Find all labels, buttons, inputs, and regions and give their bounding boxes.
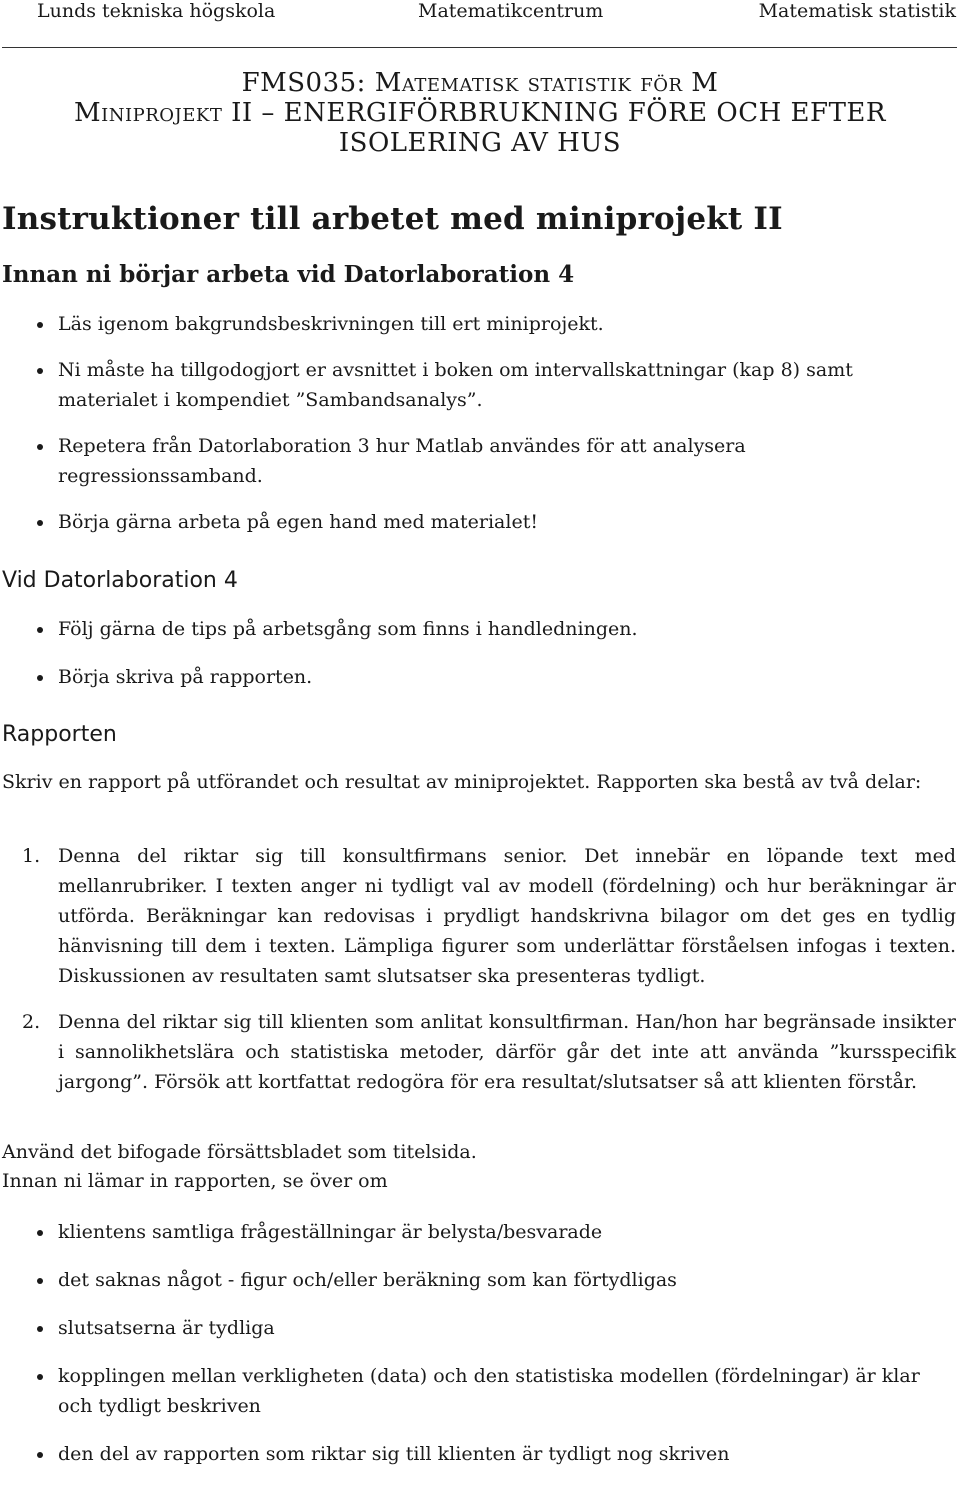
running-header [0, 0, 960, 28]
checklist-intro: Innan ni lämar in rapporten, se över om [2, 1170, 388, 1192]
cover-page-note: Använd det bifogade försättsbladet som titelsida. [2, 1141, 477, 1163]
list-item: Följ gärna de tips på arbetsgång som finns i handledningen. [0, 614, 960, 644]
title-course: FMS035: Matematisk statistik för M [241, 68, 719, 98]
bullet-icon [37, 1278, 43, 1284]
section-heading-before-lab: Innan ni börjar arbeta vid Datorlaboration 4 [2, 261, 575, 288]
section-heading-at-lab: Vid Datorlaboration 4 [2, 568, 238, 593]
list-item: kopplingen mellan verkligheten (data) och den statistiska modellen (fördelningar) är klar och tydligt beskriven [0, 1361, 960, 1421]
title-project-cont: ISOLERING AV HUS [338, 128, 622, 158]
main-heading: Instruktioner till arbetet med miniprojekt II [2, 201, 783, 237]
bullet-icon [37, 627, 43, 633]
report-parts-list [0, 841, 960, 1097]
at-lab-list [0, 614, 960, 710]
list-item: Börja skriva på rapporten. [0, 662, 960, 692]
bullet-icon [37, 520, 43, 526]
bullet-icon [37, 444, 43, 450]
bullet-icon [37, 368, 43, 374]
bullet-icon [37, 1230, 43, 1236]
bullet-icon [37, 675, 43, 681]
list-item: Börja gärna arbeta på egen hand med materialet! [0, 507, 960, 537]
bullet-icon [37, 1326, 43, 1332]
title-project: Miniprojekt II – ENERGIFÖRBRUKNING FÖRE OCH EFTER [74, 98, 886, 128]
list-item: slutsatserna är tydliga [0, 1313, 960, 1343]
bullet-icon [37, 1374, 43, 1380]
bullet-icon [37, 1452, 43, 1458]
header-department: Matematikcentrum [418, 0, 604, 22]
list-item: det saknas något - figur och/eller beräkning som kan förtydligas [0, 1265, 960, 1295]
header-division: Matematisk statistik [758, 0, 956, 22]
list-item: 2. Denna del riktar sig till klienten som anlitat konsultfirman. Han/hon har begränsade insikter i sannolikhetslära och statistiska metoder, därför går det inte att använda ”kursspecifik jargong”. Försök att kortfattat redogöra för era resultat/slutsatser så att klienten förstår. [0, 1007, 960, 1097]
header-university: Lunds tekniska högskola [37, 0, 276, 22]
list-item: Repetera från Datorlaboration 3 hur Matlab användes för att analysera regressionssamband. [0, 431, 960, 491]
list-item: klientens samtliga frågeställningar är belysta/besvarade [0, 1217, 960, 1247]
checklist [0, 1217, 960, 1487]
list-item: Läs igenom bakgrundsbeskrivningen till ert miniprojekt. [0, 309, 960, 339]
section-heading-report: Rapporten [2, 722, 117, 747]
item-number: 2. [22, 1011, 41, 1033]
bullet-icon [37, 322, 43, 328]
list-item: Ni måste ha tillgodogjort er avsnittet i boken om intervallskattningar (kap 8) samt materialet i kompendiet ”Sambandsanalys”. [0, 355, 960, 415]
before-lab-list [0, 309, 960, 553]
report-intro: Skriv en rapport på utförandet och resultat av miniprojektet. Rapporten ska bestå av två delar: [2, 771, 922, 793]
list-item: 1. Denna del riktar sig till konsultfirmans senior. Det innebär en löpande text med mellanrubriker. I texten anger ni tydligt val av modell (fördelning) och hur beräkningar är utförda. Beräkningar kan redovisas i prydligt handskrivna bilagor om det ges en tydlig hänvisning till dem i texten. Lämpliga figurer som underlättar förståelsen infogas i texten. Diskussionen av resultaten samt slutsatser ska presenteras tydligt. [0, 841, 960, 991]
header-rule [2, 47, 957, 48]
item-number: 1. [22, 845, 41, 867]
document-title [0, 68, 960, 158]
list-item: den del av rapporten som riktar sig till klienten är tydligt nog skriven [0, 1439, 960, 1469]
